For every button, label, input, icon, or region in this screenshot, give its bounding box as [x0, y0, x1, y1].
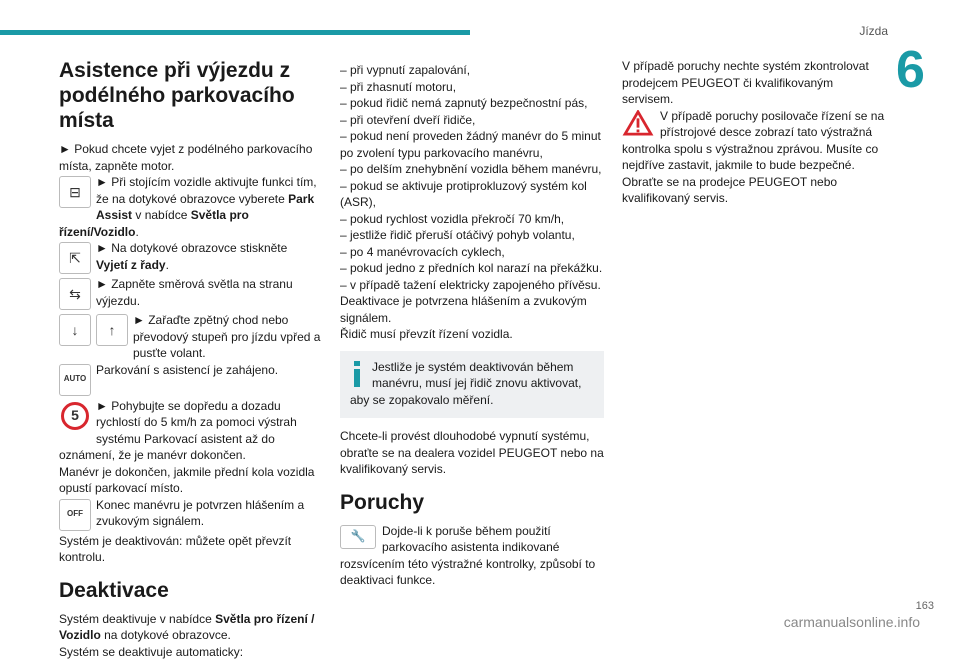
- info-icon: [350, 361, 364, 387]
- list-item: – pokud není proveden žádný manévr do 5 minut po zvolení typu parkovacího manévru,: [340, 128, 604, 161]
- step-block: [59, 398, 321, 464]
- info-text: Jestliže je systém deaktivován během manévru, musí jej řidič znovu aktivovat, aby se zopakovalo měření.: [350, 359, 594, 409]
- column-2: [340, 62, 604, 589]
- step-block: [59, 276, 321, 312]
- paragraph: V případě poruchy nechte systém zkontrolovat prodejcem PEUGEOT či kvalifikovaným servisem.: [622, 58, 886, 108]
- list-item: – pokud řidič nemá zapnutý bezpečnostní pás,: [340, 95, 604, 112]
- list-item: – pokud jedno z předních kol narazí na překážku.: [340, 260, 604, 277]
- page-number: 163: [916, 600, 934, 612]
- paragraph: ► Pohybujte se dopředu a dozadu rychlostí do 5 km/h za pomoci výstrah systému Parkovací asistent až do oznámení, že je manévr dokončen.: [59, 398, 321, 464]
- paragraph: Manévr je dokončen, jakmile přední kola vozidla opustí parkovací místo.: [59, 464, 321, 497]
- list-item: – pokud se aktivuje protiprokluzový systém kol (ASR),: [340, 178, 604, 211]
- header-accent-bar: [0, 30, 470, 35]
- park-assist-off-icon: OFF: [59, 499, 91, 531]
- step-block: [59, 362, 321, 398]
- car-icon: ⊟: [59, 176, 91, 208]
- paragraph: Chcete-li provést dlouhodobé vypnutí systému, obraťte se na dealera vozidel PEUGEOT nebo na kvalifikovaný servis.: [340, 428, 604, 478]
- section-heading: Deaktivace: [59, 578, 321, 603]
- chapter-number: 6: [896, 40, 925, 100]
- paragraph: V případě poruchy posilovače řízení se na přístrojové desce zobrazí tato výstražná kontrolka spolu s výstražnou zprávou. Musíte co nejdříve zastavit, jakmile to bude bezpečné. Obraťte se na prodejce PEUGEOT nebo kvalifikovaný servis.: [622, 108, 886, 207]
- step-block: [59, 497, 321, 533]
- step-block: [622, 108, 886, 207]
- section-heading: Poruchy: [340, 490, 604, 515]
- section-title: Jízda: [859, 24, 888, 38]
- paragraph: Systém se deaktivuje automaticky:: [59, 644, 321, 660]
- list-item: – pokud rychlost vozidla překročí 70 km/h,: [340, 211, 604, 228]
- info-box: [340, 351, 604, 419]
- step-block: [59, 312, 321, 362]
- paragraph: ► Pokud chcete vyjet z podélného parkovacího místa, zapněte motor.: [59, 141, 321, 174]
- paragraph: ► Na dotykové obrazovce stiskněte Vyjetí z řady.: [59, 240, 321, 273]
- paragraph: Deaktivace je potvrzena hlášením a zvukovým signálem.: [340, 293, 604, 326]
- watermark: carmanualsonline.info: [784, 614, 920, 630]
- paragraph: Systém deaktivuje v nabídce Světla pro řízení / Vozidlo na dotykové obrazovce.: [59, 611, 321, 644]
- reverse-gear-icon: ↓: [59, 314, 91, 346]
- step-block: [59, 174, 321, 240]
- list-item: – při zhasnutí motoru,: [340, 79, 604, 96]
- list-item: – jestliže řidič přeruší otáčivý pohyb volantu,: [340, 227, 604, 244]
- list-item: – při otevření dveří řidiče,: [340, 112, 604, 129]
- column-1: [59, 58, 321, 660]
- list-item: – při vypnutí zapalování,: [340, 62, 604, 79]
- paragraph: Řidič musí převzít řízení vozidla.: [340, 326, 604, 343]
- step-block: [340, 523, 604, 589]
- section-heading: Asistence při výjezdu z podélného parkovacího místa: [59, 58, 321, 133]
- forward-gear-icon: ↑: [96, 314, 128, 346]
- speed-limit-icon: 5: [59, 400, 91, 432]
- paragraph: Parkování s asistencí je zahájeno.: [59, 362, 321, 379]
- column-3: [622, 58, 886, 207]
- list-item: – v případě tažení elektricky zapojeného přívěsu.: [340, 277, 604, 294]
- paragraph: Systém je deaktivován: můžete opět převzít kontrolu.: [59, 533, 321, 566]
- paragraph: ► Zapněte směrová světla na stranu výjezdu.: [59, 276, 321, 309]
- park-assist-auto-icon: AUTO: [59, 364, 91, 396]
- paragraph: ► Při stojícím vozidle aktivujte funkci tím, že na dotykové obrazovce vyberete Park Assist v nabídce Světla pro řízení/Vozidlo.: [59, 174, 321, 240]
- warning-triangle-icon: [622, 110, 654, 136]
- list-item: – po delším znehybnění vozidla během manévru,: [340, 161, 604, 178]
- list-item: – po 4 manévrovacích cyklech,: [340, 244, 604, 261]
- park-exit-icon: ⇱: [59, 242, 91, 274]
- paragraph: ► Zařaďte zpětný chod nebo převodový stupeň pro jízdu vpřed a pusťte volant.: [59, 312, 321, 362]
- paragraph: Dojde-li k poruše během použití parkovacího asistenta indikované rozsvícením této výstražné kontrolky, způsobí to deaktivaci funkce.: [340, 523, 604, 589]
- wrench-warning-icon: 🔧: [340, 525, 376, 549]
- step-block: [59, 240, 321, 276]
- indicator-icon: ⇆: [59, 278, 91, 310]
- paragraph: Konec manévru je potvrzen hlášením a zvukovým signálem.: [59, 497, 321, 530]
